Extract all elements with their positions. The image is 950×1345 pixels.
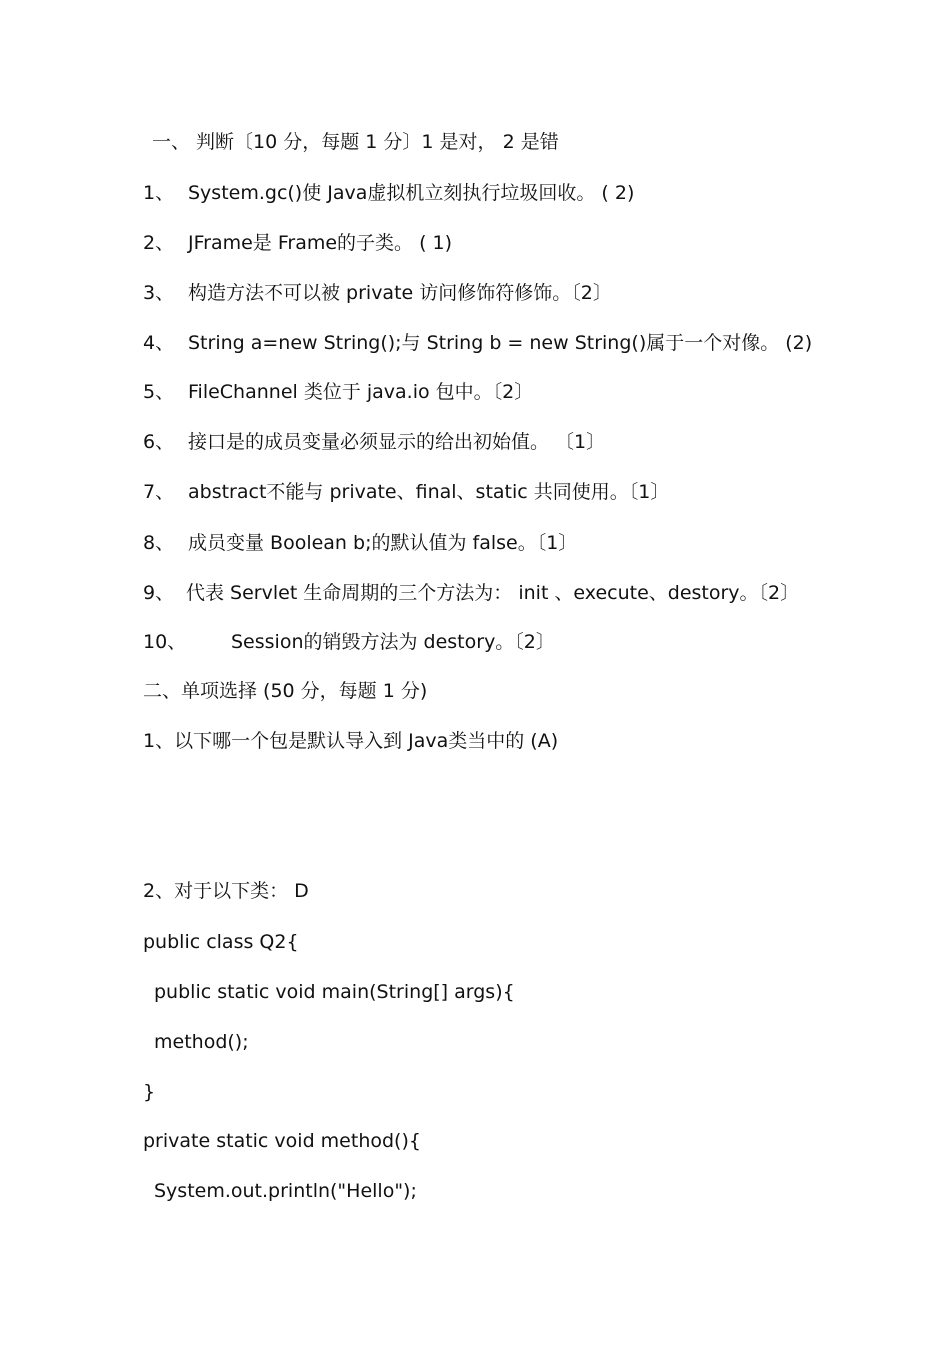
item-text: JFrame是 Frame的子类。 ( 1) [188,232,453,254]
code-line-5: private static void method(){ [143,1130,421,1152]
code-line-4: } [143,1081,156,1103]
item-text: abstract不能与 private、final、static 共同使用。〔1〕 [188,481,670,503]
item-number: 2、 [143,232,175,254]
item-number: 10、 [143,631,187,653]
item-text: 构造方法不可以被 private 访问修饰符修饰。〔2〕 [188,282,612,304]
item-text: System.gc()使 Java虚拟机立刻执行垃圾回收。 ( 2) [188,182,635,204]
item-text: 接口是的成员变量必须显示的给出初始值。 〔1〕 [188,431,606,453]
section1-heading: 一、 判断〔10 分，每题 1 分〕1 是对， 2 是错 [152,131,559,153]
item-text: String a=new String();与 String b = new String()属于一个对像。 (2) [188,332,813,354]
judge-item-2 [143,231,452,255]
judge-item-10 [143,630,555,654]
judge-item-8 [143,531,577,555]
item-number: 5、 [143,381,175,403]
code-line-1: public class Q2{ [143,931,299,953]
section2-heading: 二、单项选择 (50 分，每题 1 分) [143,680,428,702]
item-number: 7、 [143,481,175,503]
question-1: 1、以下哪一个包是默认导入到 Java类当中的 (A) [143,730,559,752]
item-number: 9、 [143,582,175,604]
code-line-2: public static void main(String[] args){ [154,981,515,1003]
judge-item-3 [143,281,612,305]
question-2: 2、对于以下类： D [143,880,309,902]
item-text: 代表 Servlet 生命周期的三个方法为： init 、execute、destory。〔2〕 [186,582,800,604]
judge-item-7 [143,480,669,504]
item-number: 8、 [143,532,175,554]
code-line-6: System.out.println("Hello"); [154,1180,417,1202]
item-number: 4、 [143,332,175,354]
item-number: 1、 [143,182,175,204]
code-line-3: method(); [154,1031,249,1053]
item-text: 成员变量 Boolean b;的默认值为 false。〔1〕 [188,532,578,554]
item-text: FileChannel 类位于 java.io 包中。〔2〕 [188,381,534,403]
item-number: 3、 [143,282,175,304]
judge-item-9 [143,581,799,605]
judge-item-4 [143,331,812,355]
item-text: Session的销毁方法为 destory。〔2〕 [231,631,555,653]
judge-item-6 [143,430,605,454]
item-number: 6、 [143,431,175,453]
judge-item-1 [143,181,634,205]
judge-item-5 [143,380,533,404]
